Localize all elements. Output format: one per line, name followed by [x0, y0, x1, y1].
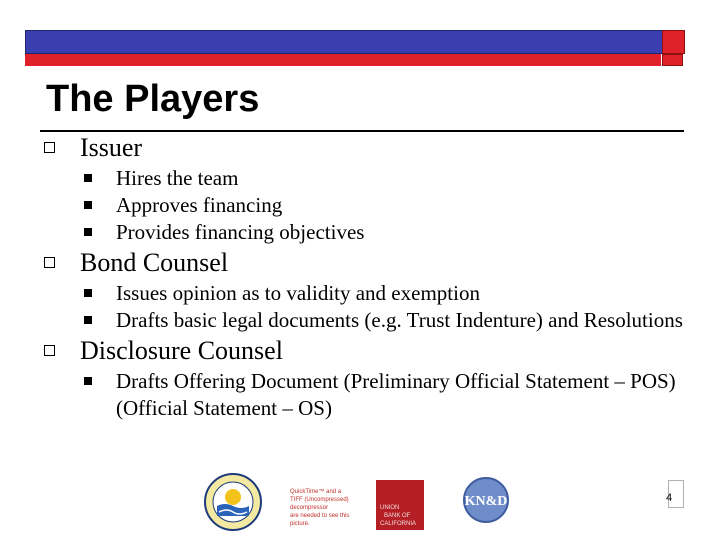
filled-square-bullet-icon [84, 289, 92, 297]
quicktime-placeholder [290, 488, 350, 528]
list-item-text: Drafts basic legal documents (e.g. Trust Indenture) and Resolutions [116, 308, 683, 332]
placeholder-line: TIFF (Uncompressed) decompressor [290, 497, 349, 511]
bank-logo-text: BANK OF [384, 513, 411, 519]
bank-logo-text: CALIFORNIA [380, 521, 417, 527]
list-item [44, 368, 694, 422]
section-disclosure-counsel [44, 336, 694, 366]
section-heading: Issuer [80, 133, 143, 162]
list-item-text: Drafts Offering Document (Preliminary Official Statement – POS) (Official Statement – OS) [116, 369, 676, 420]
placeholder-line: are needed to see this picture. [290, 513, 350, 527]
section-heading: Disclosure Counsel [80, 336, 283, 365]
knd-logo-text: KN&D [464, 494, 508, 509]
list-item [44, 165, 694, 192]
header-red-square-lower [662, 54, 683, 66]
hollow-square-bullet-icon [44, 142, 55, 153]
list-item [44, 307, 694, 334]
section-heading: Bond Counsel [80, 248, 229, 277]
list-item [44, 192, 694, 219]
bullet-list [44, 130, 694, 422]
filled-square-bullet-icon [84, 316, 92, 324]
filled-square-bullet-icon [84, 228, 92, 236]
hollow-square-bullet-icon [44, 345, 55, 356]
list-item [44, 219, 694, 246]
placeholder-line: QuickTime™ and a [290, 489, 342, 495]
section-issuer [44, 133, 694, 163]
list-item-text: Hires the team [116, 166, 239, 190]
slide-title: The Players [46, 78, 260, 120]
filled-square-bullet-icon [84, 377, 92, 385]
filled-square-bullet-icon [84, 174, 92, 182]
hollow-square-bullet-icon [44, 257, 55, 268]
list-item-text: Approves financing [116, 193, 283, 217]
header-red-square [662, 30, 685, 54]
header-red-line [25, 54, 661, 66]
list-item-text: Provides financing objectives [116, 220, 365, 244]
header-blue-bar [25, 30, 663, 54]
seal-logo [203, 472, 263, 532]
page-number: 4 [666, 492, 673, 504]
list-item-text: Issues opinion as to validity and exemption [116, 281, 480, 305]
filled-square-bullet-icon [84, 201, 92, 209]
knd-logo [462, 476, 510, 524]
bank-logo [376, 480, 424, 530]
list-item [44, 280, 694, 307]
section-bond-counsel [44, 248, 694, 278]
bank-logo-text: UNION [380, 505, 400, 511]
